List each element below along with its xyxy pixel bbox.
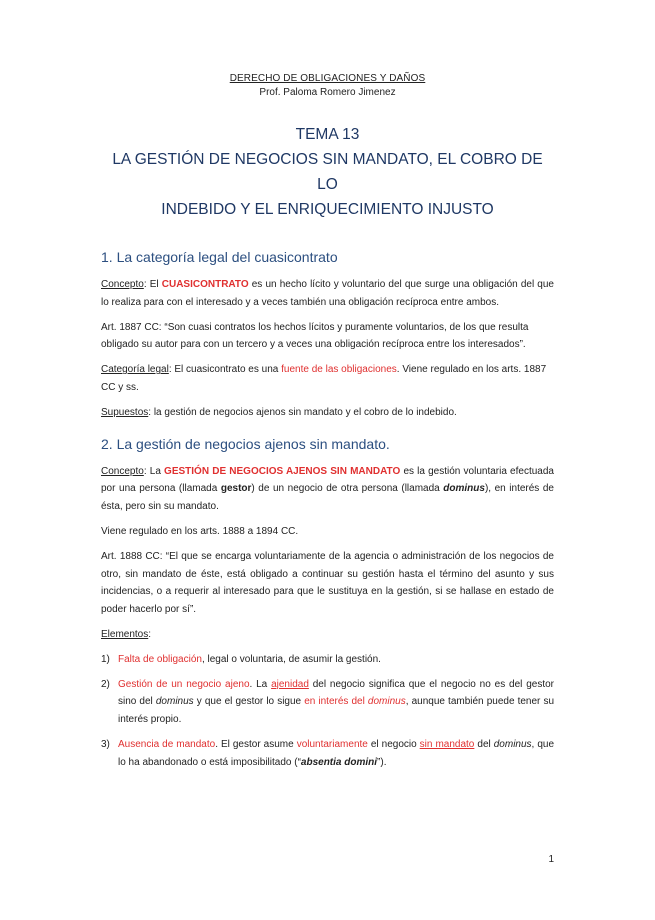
text-span: : la gestión de negocios ajenos sin mandato y el cobro de lo indebido. [148,406,457,418]
topic-title-block [101,122,554,222]
professor-name: Prof. Paloma Romero Jimenez [259,87,396,98]
sin-mandato-term: sin mandato [419,738,475,750]
dominus-term: dominus [155,696,194,708]
text-span: del [474,738,494,750]
text-span: y que el gestor lo sigue [193,696,305,708]
course-title: DERECHO DE OBLIGACIONES Y DAÑOS [229,73,426,84]
text-span: : El [143,279,162,290]
concepto-label: Concepto [101,279,144,290]
text-span: . La [249,678,272,690]
fuente-obligaciones-term: fuente de las obligaciones [281,364,397,376]
section1-heading: 1. La categoría legal del cuasicontrato [101,249,338,265]
topic-number: TEMA 13 [295,126,360,143]
list-item-number: 2) [101,678,110,690]
list-item-number: 3) [101,738,110,750]
art-1887-paragraph: Art. 1887 CC: “Son cuasi contratos los hechos lícitos y puramente voluntarios, de los que resulta obligado su autor para con un tercero y a veces una obligación recíproca entre los interesados”. [101,321,529,351]
list-item [101,676,554,729]
regulado-paragraph: Viene regulado en los arts. 1888 a 1894 CC. [101,525,299,537]
absentia-domini-term: absentia domini [300,756,378,768]
section2-concepto-paragraph [101,463,554,516]
list-item-number: 1) [101,653,110,665]
falta-obligacion-term: Falta de obligación [118,653,202,665]
text-span: del negocio significa que el negocio no es del gestor sino del [118,678,554,708]
text-span: , que lo ha abandonado o está imposibilitado (“ [118,738,555,768]
elementos-label-line [101,626,554,644]
text-span: . El gestor asume [215,738,297,750]
list-item [101,736,554,772]
topic-title-line2: INDEBIDO Y EL ENRIQUECIMIENTO INJUSTO [161,201,494,218]
text-span: : El cuasicontrato es una [168,364,282,376]
cuasicontrato-term: CUASICONTRATO [161,279,249,290]
text-span: . Viene regulado en los arts. 1887 CC y ss. [101,364,547,393]
supuestos-label: Supuestos [101,406,149,418]
page-number: 1 [548,854,554,865]
text-span: es la gestión voluntaria efectuada por una persona (llamada [101,465,554,495]
concepto-label: Concepto [101,465,144,477]
text-span: , aunque también puede tener su interés propio. [118,696,555,726]
art-1888-paragraph: Art. 1888 CC: “El que se encarga voluntariamente de la agencia o administración de los negocios de otro, sin mandato de éste, está obligado a continuar su gestión hasta el término del asunto y sus incidencias, o a requerir al interesado para que le sustituya en la gestión, si se hallase en estado de poder hacerlo por sí”. [101,550,554,616]
text-span: : [148,628,152,640]
categoria-label: Categoría legal [101,364,169,376]
text-span: ”). [377,756,387,768]
dominus-term: dominus [367,696,406,708]
text-span: el negocio [367,738,420,750]
text-span: es un hecho lícito y voluntario del que surge una obligación del que lo realiza para con el interesado y a veces también una obligación recíproca entre ambos. [101,279,554,308]
elementos-label: Elementos [101,628,149,640]
list-item [101,651,554,669]
gestion-negocios-term: GESTIÓN DE NEGOCIOS AJENOS SIN MANDATO [164,465,401,477]
text-span: : La [143,465,165,477]
section1-concepto-paragraph [101,276,554,312]
gestor-term: gestor [220,483,252,495]
text-span: ), en interés de ésta, pero sin su mandato. [101,483,554,513]
dominus-term: dominus [443,483,485,495]
document-page [0,72,655,920]
topic-title-line1: LA GESTIÓN DE NEGOCIOS SIN MANDATO, EL COBRO DE LO [112,151,543,193]
elementos-list [101,651,554,772]
ausencia-mandato-term: Ausencia de mandato [118,738,216,750]
ajenidad-term: ajenidad [271,678,309,690]
dominus-term: dominus [493,738,532,750]
text-span: , legal o voluntaria, de asumir la gestión. [201,653,381,665]
gestion-negocio-ajeno-term: Gestión de un negocio ajeno [118,678,250,690]
text-span: ) de un negocio de otra persona (llamada [251,483,444,495]
categoria-legal-paragraph [101,361,554,397]
section2-heading: 2. La gestión de negocios ajenos sin mandato. [101,435,390,452]
interes-dominus-term [304,696,406,707]
supuestos-paragraph [101,404,554,422]
voluntariamente-term: voluntariamente [296,738,368,750]
text-span: en interés del [304,696,368,708]
